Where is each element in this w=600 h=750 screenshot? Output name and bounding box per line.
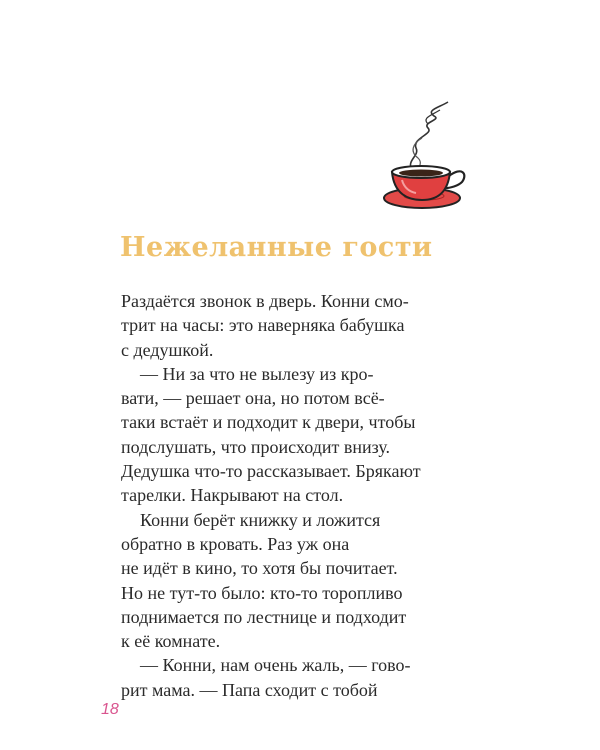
text-line: с дедушкой. [121, 339, 214, 360]
text-line: — Конни, нам очень жаль, — гово- [140, 655, 411, 676]
text-line: Дедушка что-то рассказывает. Брякают [121, 461, 421, 482]
text-line: поднимается по лестнице и подходит [121, 606, 407, 627]
text-line: рит мама. — Папа сходит с тобой [121, 679, 378, 700]
chapter-title: Нежеланные гости [120, 232, 433, 263]
text-line: тарелки. Накрывают на стол. [121, 485, 344, 506]
text-line: подслушать, что происходит внизу. [121, 436, 391, 457]
text-line: таки встаёт и подходит к двери, чтобы [121, 412, 416, 433]
text-line: обратно в кровать. Раз уж она [121, 533, 350, 554]
teacup-illustration [382, 98, 472, 214]
text-line: Но не тут-то было: кто-то торопливо [121, 582, 403, 603]
text-line: Раздаётся звонок в дверь. Конни смо- [121, 291, 409, 311]
text-line: к её комнате. [121, 631, 221, 652]
text-line: вати, — решает она, но потом всё- [121, 388, 385, 409]
text-line: Конни берёт книжку и ложится [140, 509, 381, 530]
text-line: трит на часы: это наверняка бабушка [121, 315, 405, 336]
text-line: не идёт в кино, то хотя бы почитает. [121, 558, 398, 579]
text-line: — Ни за что не вылезу из кро- [140, 363, 374, 384]
chapter-text [121, 289, 451, 702]
page-number: 18 [101, 701, 119, 718]
